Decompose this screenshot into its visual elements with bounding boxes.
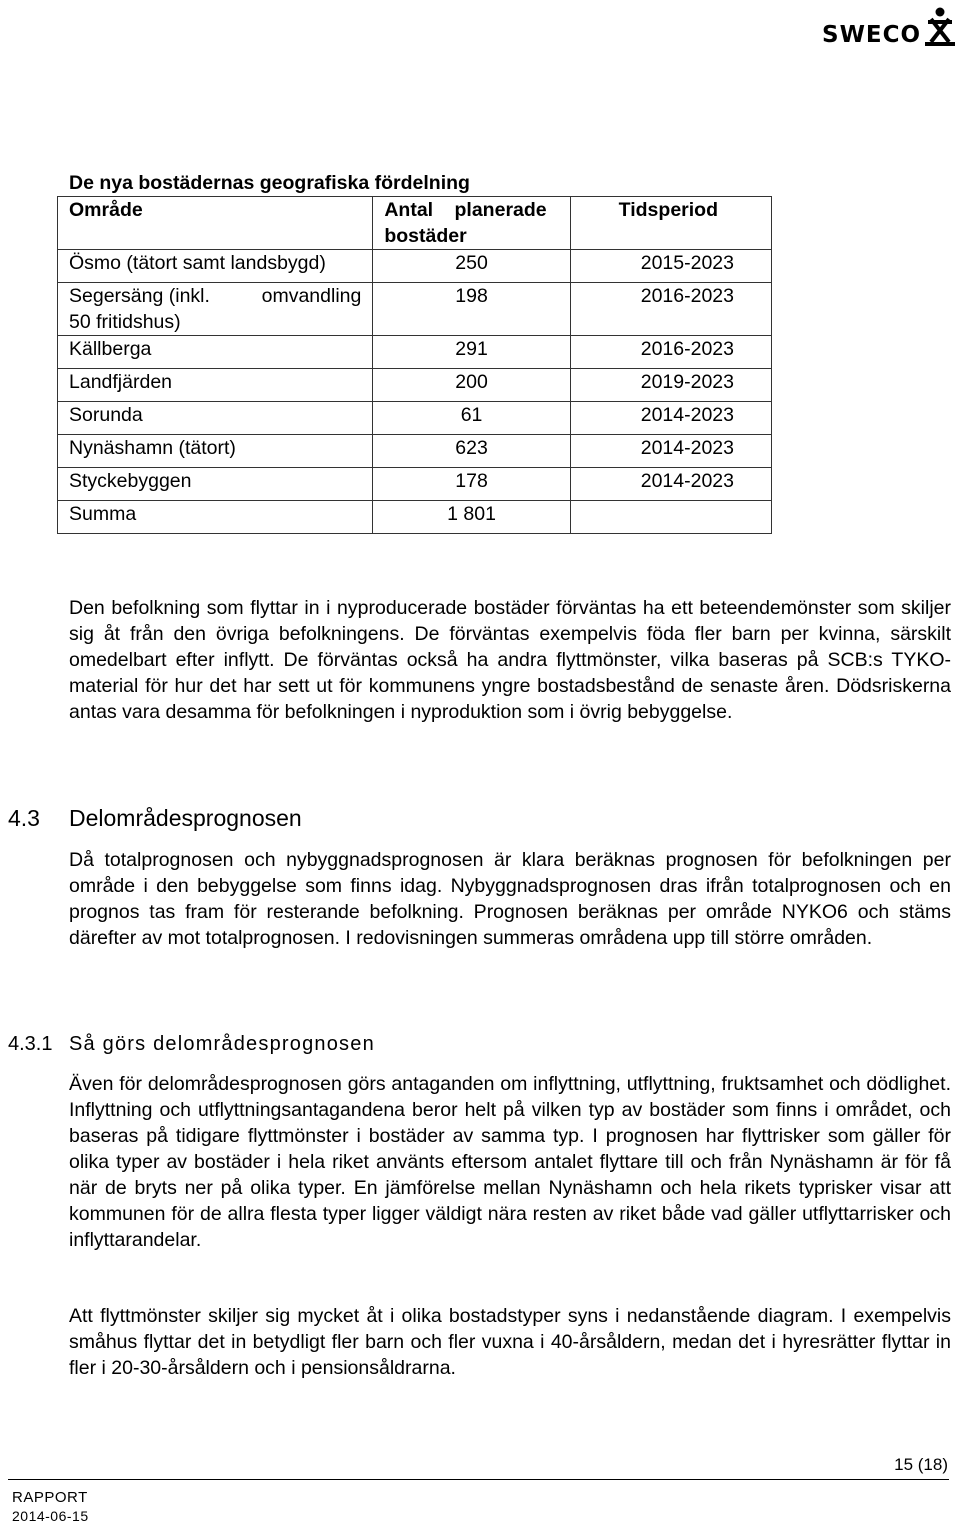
cell-period: 2014-2023: [570, 402, 771, 435]
footer-report-label: RAPPORT: [12, 1489, 88, 1506]
paragraph-assumptions: Även för delområdesprognosen görs antaganden om inflyttning, utflyttning, fruktsamhet och dödlighet. Inflyttning och utflyttningsantagandena beror helt på vilken typ av bostäder som finns i området, och baseras på tidigare flyttmönster i bostäder av samma typ. I prognosen har flyttrisker som gäller för olika typer av bostäder i hela riket använts eftersom antalet flyttare till och från Nynäshamn är för få när de bryts ner på olika typer. En jämförelse mellan Nynäshamn och hela rikets typrisker visar att kommunen för de allra flesta typer ligger väldigt nära resten av riket både vad gäller utflyttarrisker och inflyttarandelar.: [69, 1073, 951, 1251]
cell-period: 2014-2023: [570, 468, 771, 501]
table-row: [58, 369, 772, 402]
sum-count: 1 801: [373, 501, 570, 534]
section-number: 4.3.1: [8, 1033, 53, 1055]
header-planned: [373, 197, 570, 250]
cell-count: 623: [373, 435, 570, 468]
table-caption: De nya bostädernas geografiska fördelning: [69, 172, 470, 194]
paragraph-migration-patterns: Att flyttmönster skiljer sig mycket åt i olika bostadstyper syns i nedanstående diagram. I exempelvis småhus flyttar det in betydligt fler barn och fler vuxna i 40-årsåldern, medan det i hyresrätter flyttar in fler i 20-30-årsåldern och i pensionsåldrarna.: [69, 1305, 951, 1379]
section-title: Så görs delområdesprognosen: [69, 1033, 375, 1055]
cell-period: 2019-2023: [570, 369, 771, 402]
sum-label: Summa: [58, 501, 373, 534]
cell-count: 250: [373, 250, 570, 283]
sweco-figure-icon: [922, 6, 958, 48]
logo-text: SWECO: [822, 22, 922, 48]
section-number: 4.3: [8, 805, 40, 831]
section-heading-4-3-1: [8, 1030, 375, 1058]
cell-area: Landfjärden: [58, 369, 373, 402]
section-heading-4-3: [8, 803, 302, 833]
table-row: [58, 402, 772, 435]
cell-count: 178: [373, 468, 570, 501]
table-row: [58, 283, 772, 336]
sum-period: [570, 501, 771, 534]
table-row: [58, 336, 772, 369]
cell-period: 2016-2023: [570, 283, 771, 336]
footer-divider: [8, 1479, 949, 1480]
cell-area: Sorunda: [58, 402, 373, 435]
cell-period: 2016-2023: [570, 336, 771, 369]
header-planned-line-2: bostäder: [384, 225, 467, 247]
cell-area-line-1: [69, 283, 361, 309]
cell-area: [58, 283, 373, 336]
cell-count: 291: [373, 336, 570, 369]
table-sum-row: [58, 501, 772, 534]
table-header-row: [58, 197, 772, 250]
cell-area-part-1: Segersäng (inkl.: [69, 285, 210, 307]
paragraph-delomrade: Då totalprognosen och nybyggnadsprognosen är klara beräknas prognosen för befolkningen per område i den bebyggelse som finns idag. Nybyggnadsprognosen dras ifrån totalprognosen och en prognos tas fram för resterande befolkning. Prognosen beräknas per område NYKO6 och stäms därefter av mot totalprognosen. I redovisningen summeras områdena upp till större områden.: [69, 849, 951, 949]
cell-area: Källberga: [58, 336, 373, 369]
cell-area: Nynäshamn (tätort): [58, 435, 373, 468]
section-title: Delområdesprognosen: [69, 805, 302, 831]
table-row: [58, 468, 772, 501]
cell-count: 198: [373, 283, 570, 336]
cell-period: 2014-2023: [570, 435, 771, 468]
cell-area: Styckebyggen: [58, 468, 373, 501]
paragraph-new-housing-population: Den befolkning som flyttar in i nyproducerade bostäder förväntas ha ett beteendemönster som skiljer sig åt från den övriga befolkningens. De förväntas exempelvis föda fler barn per kvinna, särskilt omedelbart efter inflytt. De förväntas också ha andra flyttmönster, vilka baseras på SCB:s TYKO-material för hur det har sett ut för kommunens yngre bostadsbestånd de senaste åren. Dödsriskerna antas vara desamma för befolkningen i nyproduktion som i övrig bebyggelse.: [69, 597, 951, 723]
cell-count: 61: [373, 402, 570, 435]
cell-count: 200: [373, 369, 570, 402]
header-planned-line-1: Antal planerade: [384, 199, 547, 221]
page-number: 15 (18): [894, 1455, 948, 1474]
header-period: Tidsperiod: [570, 197, 771, 250]
housing-distribution-table: [57, 196, 772, 534]
cell-area-line-2: 50 fritidshus): [69, 311, 181, 333]
cell-area: Ösmo (tätort samt landsbygd): [58, 250, 373, 283]
cell-area-part-2: omvandling: [261, 285, 362, 307]
table-row: [58, 435, 772, 468]
header-area: Område: [58, 197, 373, 250]
cell-period: 2015-2023: [570, 250, 771, 283]
table-row: [58, 250, 772, 283]
footer-date: 2014-06-15: [12, 1508, 89, 1524]
sweco-logo: [822, 6, 958, 52]
